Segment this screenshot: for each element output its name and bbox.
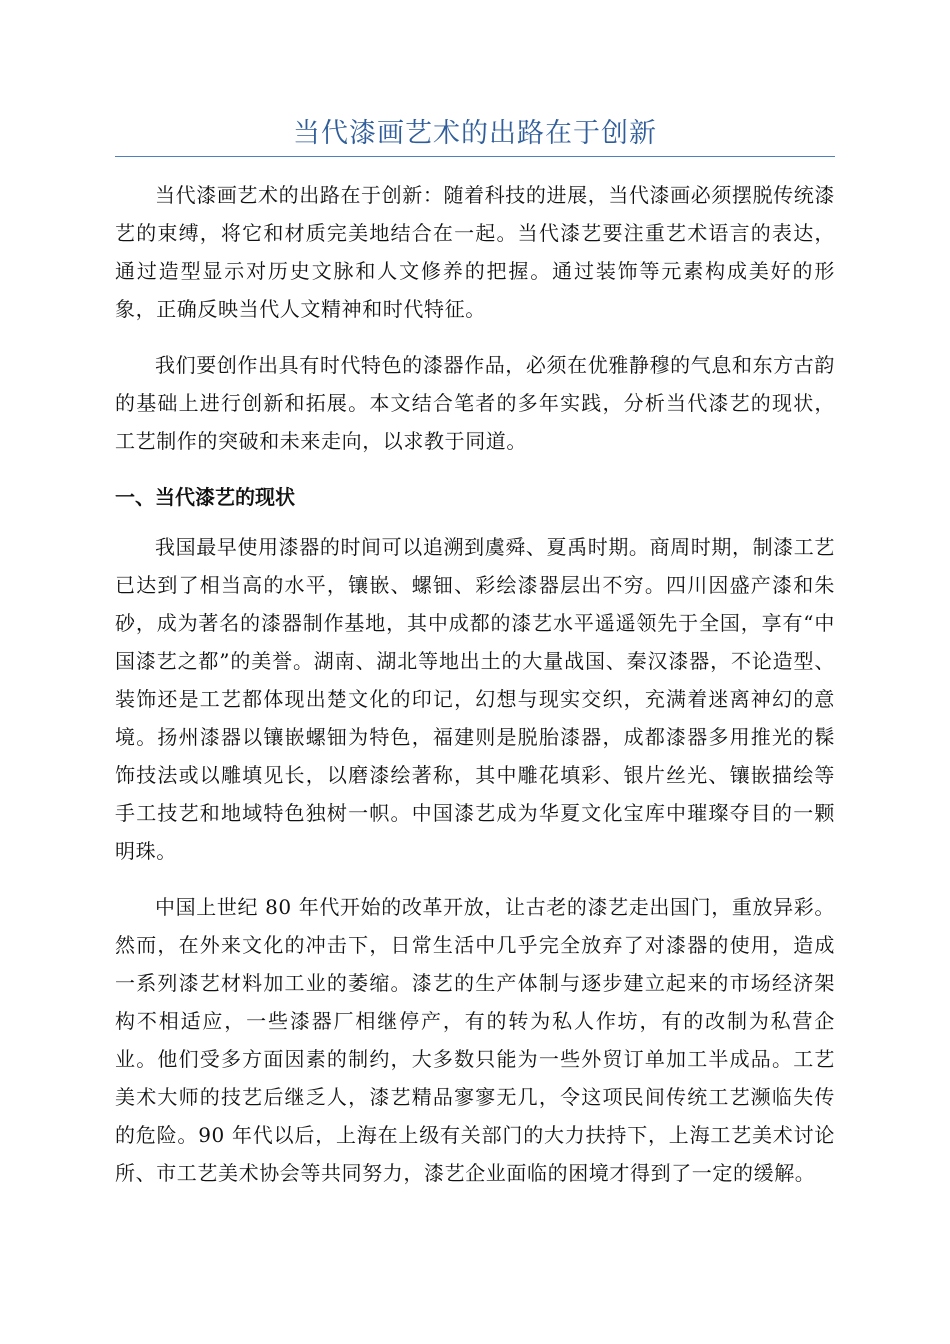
paragraph-intro: 当代漆画艺术的出路在于创新：随着科技的进展，当代漆画必须摆脱传统漆艺的束缚，将它和材质完美地结合在一起。当代漆艺要注重艺术语言的表达，通过造型显示对历史文脉和人文修养的把握。通过装饰等元素构成美好的形象，正确反映当代人文精神和时代特征。 [115,183,835,321]
paragraph-reform: 中国上世纪 80 年代开始的改革开放，让古老的漆艺走出国门，重放异彩。然而，在外来文化的冲击下，日常生活中几乎完全放弃了对漆器的使用，造成一系列漆艺材料加工业的萎缩。漆艺的生产体制与逐步建立起来的市场经济架构不相适应，一些漆器厂相继停产，有的转为私人作坊，有的改制为私营企业。他们受多方面因素的制约，大多数只能为一些外贸订单加工半成品。工艺美术大师的技艺后继乏人，漆艺精品寥寥无几，令这项民间传统工艺濒临失传的危险。90 年代以后，上海在上级有关部门的大力扶持下，上海工艺美术讨论所、市工艺美术协会等共同努力，漆艺企业面临的困境才得到了一定的缓解。 [115,895,835,1185]
document-body [115,176,835,1210]
page-title: 当代漆画艺术的出路在于创新 [293,118,657,149]
section-heading: 一、当代漆艺的现状 [115,485,295,509]
paragraph-history: 我国最早使用漆器的时间可以追溯到虞舜、夏禹时期。商周时期，制漆工艺已达到了相当高的水平，镶嵌、螺钿、彩绘漆器层出不穷。四川因盛产漆和朱砂，成为著名的漆器制作基地，其中成都的漆艺水平遥遥领先于全国，享有“中国漆艺之都”的美誉。湖南、湖北等地出土的大量战国、秦汉漆器，不论造型、装饰还是工艺都体现出楚文化的印记，幻想与现实交织，充满着迷离神幻的意境。扬州漆器以镶嵌螺钿为特色，福建则是脱胎漆器，成都漆器多用推光的髹饰技法或以雕填见长，以磨漆绘著称，其中雕花填彩、银片丝光、镶嵌描绘等手工技艺和地域特色独树一帜。中国漆艺成为华夏文化宝库中璀璨夺目的一颗明珠。 [115,535,835,863]
paragraph-purpose: 我们要创作出具有时代特色的漆器作品，必须在优雅静穆的气息和东方古韵的基础上进行创新和拓展。本文结合笔者的多年实践，分析当代漆艺的现状，工艺制作的突破和未来走向，以求教于同道。 [115,353,835,453]
title-underline [115,156,835,157]
